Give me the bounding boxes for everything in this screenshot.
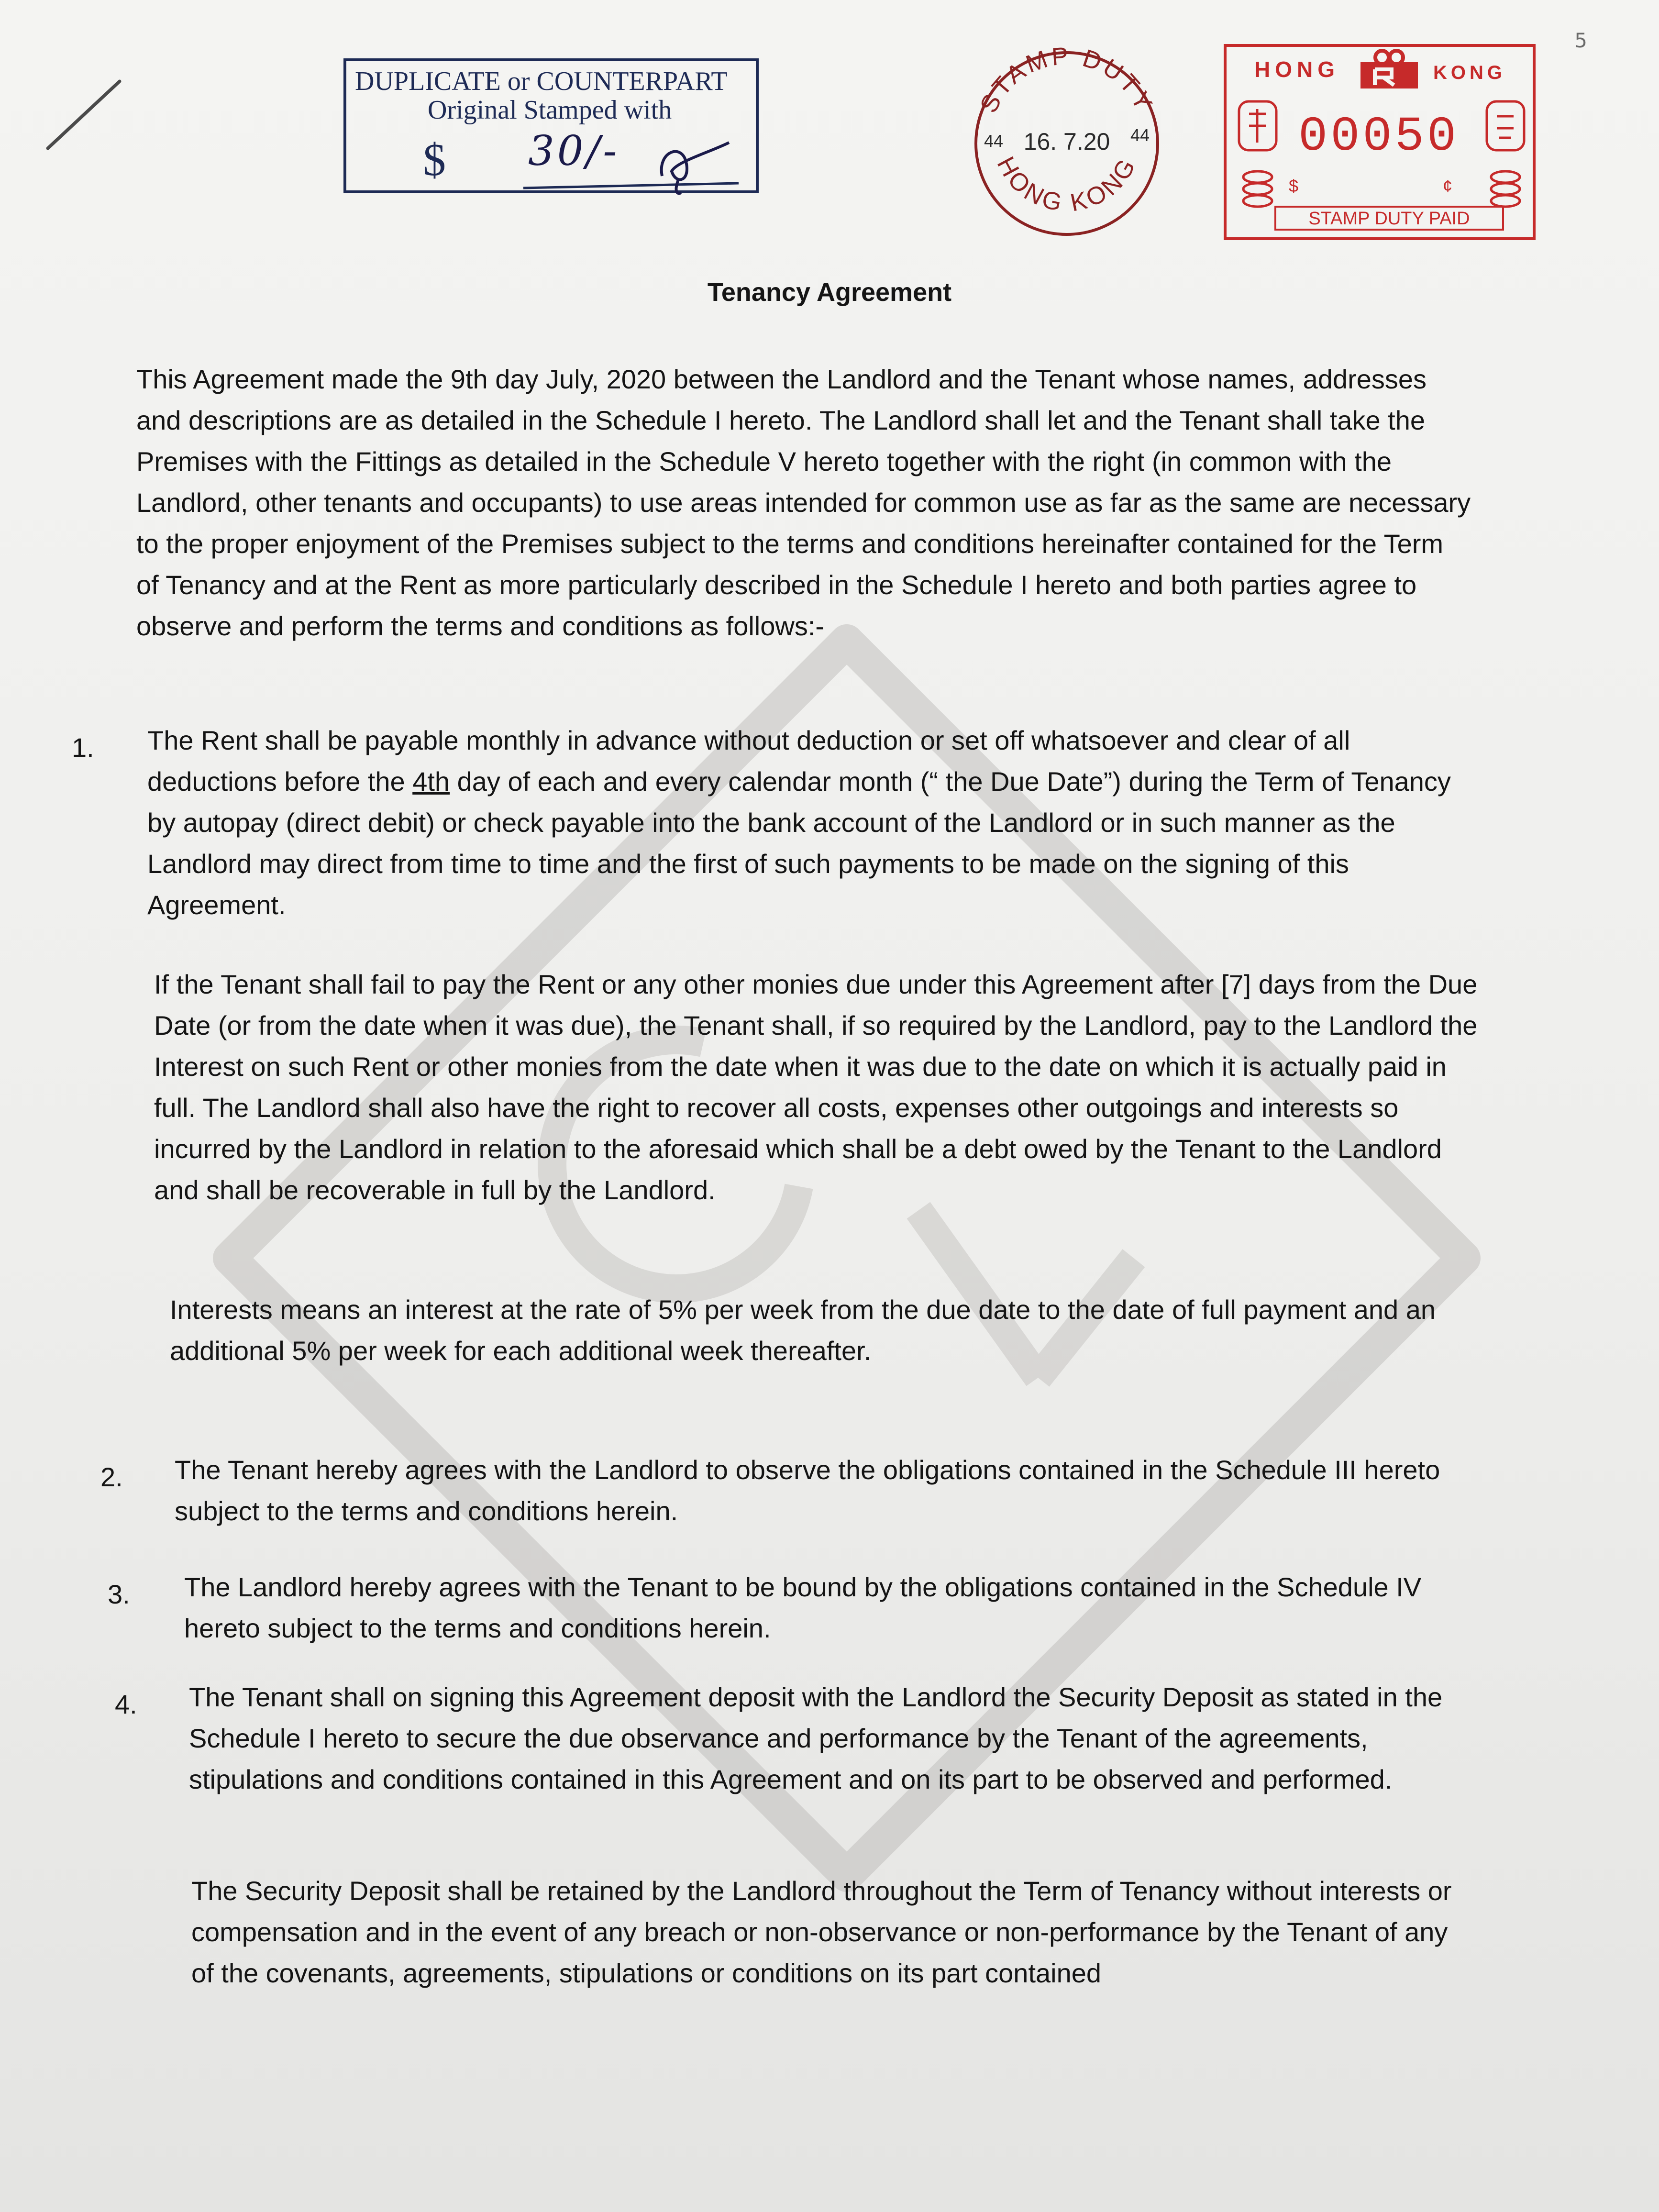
duplicate-label: DUPLICATE or COUNTERPART: [355, 66, 728, 96]
dollar-sign: $: [423, 134, 446, 185]
stamp-duty-paid-label: STAMP DUTY PAID: [1274, 206, 1504, 231]
document-title: Tenancy Agreement: [707, 278, 952, 307]
hk-revenue-logo-icon: [1356, 48, 1423, 91]
pen-stroke-mark: [38, 72, 144, 158]
page-corner-mark: 5: [1574, 29, 1587, 52]
franking-kong-label: KONG: [1433, 62, 1506, 83]
clause-1-late-payment-paragraph: If the Tenant shall fail to pay the Rent or any other monies due under this Agreement after [7] days from the Due Date (or from the date when it was due), the Tenant shall, if so required by the Landlord, pay to the Landlord the Interest on such Rent or other monies from the date when it was due to the date on which it is actually paid in full. The Landlord shall also have the right to recover all costs, expenses other outgoings and interests so incurred by the Landlord in relation to the aforesaid which shall be a debt owed by the Tenant to the Landlord and shall be recoverable in full by the Landlord.: [154, 969, 1478, 1205]
stamp-duty-paid-franking: [1224, 44, 1536, 240]
clause-1-text-end: day of each and every calendar month (“ the Due Date”) during the Term of Tenancy by autopay (direct debit) or check payable into the bank account of the Landlord or in such manner as the Landlord may direct from time to time and the first of such payments to be made on the signing of this Agreement.: [147, 766, 1451, 920]
clause-3-number: 3.: [108, 1579, 130, 1609]
franking-cent-sign: ¢: [1443, 176, 1453, 196]
clause-4-paragraph: The Tenant shall on signing this Agreement deposit with the Landlord the Security Deposit as stated in the Schedule I hereto to secure the due observance and performance by the Tenant of the agreements, stipulations and conditions contained in this Agreement and on its part to be observed and performed.: [189, 1682, 1443, 1794]
clause-1-number: 1.: [72, 732, 94, 763]
franking-dollar-sign: $: [1289, 176, 1299, 196]
clause-3-paragraph: The Landlord hereby agrees with the Tenant to be bound by the obligations contained in the Schedule IV hereto subject to the terms and conditions herein.: [184, 1572, 1422, 1643]
svg-text:STAMP DUTY: [975, 45, 1159, 117]
handwritten-amount: 30/-: [528, 127, 620, 175]
svg-text:HONG KONG: [992, 152, 1142, 217]
clause-1-text-start: The Rent shall be payable monthly in advance without deduction or set off whatsoever and clear of all deductions before the: [147, 725, 1350, 796]
original-stamped-label: Original Stamped with: [428, 95, 672, 125]
stamp-duty-amount: 00050: [1298, 109, 1460, 165]
postmark-date: 16. 7.20: [1023, 128, 1110, 155]
clause-1-paragraph: [147, 720, 1475, 926]
stamp-duty-postmark: [954, 45, 1179, 242]
intro-paragraph: This Agreement made the 9th day July, 2020 between the Landlord and the Tenant whose names, addresses and descriptions are as detailed in the Schedule I hereto. The Landlord shall let and the Tenant shall take the Premises with the Fittings as detailed in the Schedule V hereto together with the right (in common with the Landlord, other tenants and occupants) to use areas intended for common use as far as the same are necessary to the proper enjoyment of the Premises subject to the terms and conditions hereinafter contained for the Term of Tenancy and at the Rent as more particularly described in the Schedule I hereto and both parties agree to observe and perform the terms and conditions as follows:-: [136, 364, 1471, 641]
duplicate-counterpart-stamp: [343, 58, 759, 193]
postmark-top-text: STAMP DUTY: [974, 45, 1159, 118]
clause-4-security-deposit-paragraph: The Security Deposit shall be retained by the Landlord throughout the Term of Tenancy without interests or compensation and in the event of any breach or non-observance or non-performance by the Tenant of any of the covenants, agreements, stipulations or conditions on its part contained: [191, 1876, 1452, 1988]
clause-2-number: 2.: [100, 1462, 123, 1492]
postmark-bottom-text: HONG KONG: [991, 152, 1142, 218]
postmark-left-code: 44: [984, 131, 1004, 151]
clause-1-interest-paragraph: Interests means an interest at the rate of 5% per week from the due date to the date of full payment and an additional 5% per week for each additional week thereafter.: [170, 1294, 1436, 1366]
coin-stack-left-icon: [1237, 167, 1278, 210]
clause-2-paragraph: The Tenant hereby agrees with the Landlord to observe the obligations contained in the Schedule III hereto subject to the terms and conditions herein.: [175, 1455, 1440, 1526]
seal-left-icon: [1237, 100, 1278, 152]
due-day-underlined: 4th: [412, 766, 450, 796]
franking-hong-label: HONG: [1254, 57, 1339, 82]
postmark-right-code: 44: [1130, 125, 1150, 145]
clause-4-number: 4.: [115, 1689, 137, 1719]
coin-stack-right-icon: [1485, 167, 1526, 210]
seal-right-icon: [1485, 100, 1526, 152]
